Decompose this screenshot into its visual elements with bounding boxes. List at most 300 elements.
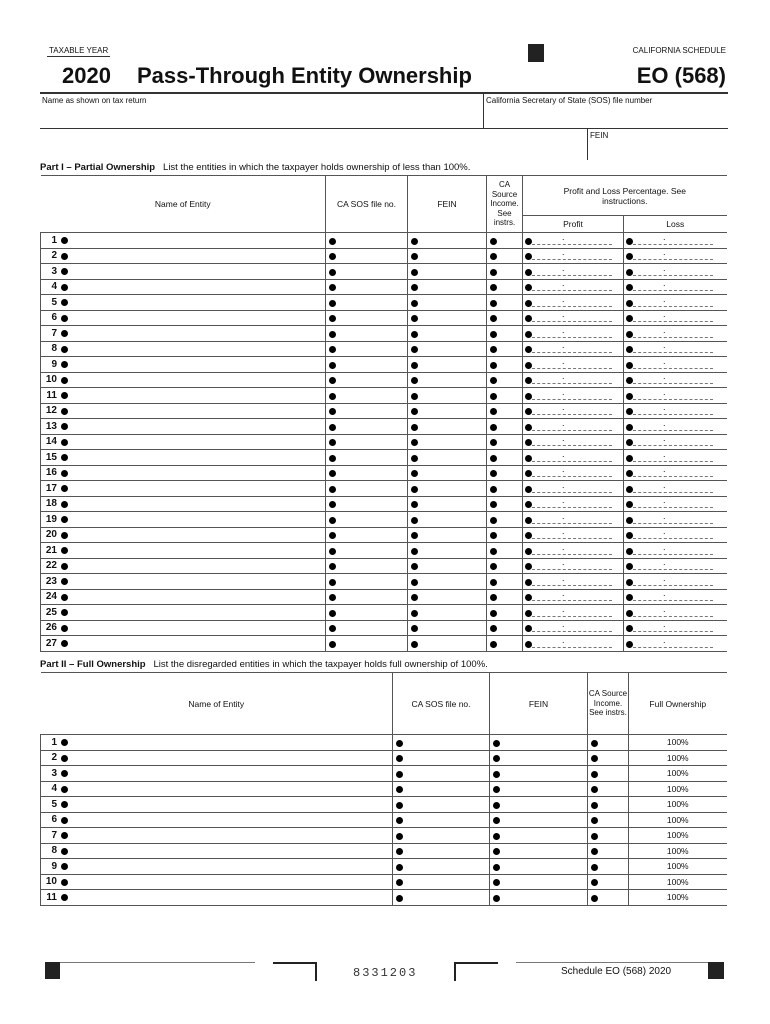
- bullet-icon: [493, 755, 500, 762]
- line-number: 6: [51, 312, 57, 324]
- sos-cell[interactable]: [326, 372, 408, 388]
- full-ownership-cell: 100%: [629, 797, 727, 813]
- profit-cell[interactable]: [523, 264, 624, 280]
- profit-cell[interactable]: [523, 341, 624, 357]
- fein-cell[interactable]: [490, 781, 588, 797]
- sos-cell[interactable]: [393, 766, 490, 782]
- bullet-icon: [525, 548, 532, 555]
- loss-cell[interactable]: [624, 481, 727, 497]
- profit-cell[interactable]: [523, 310, 624, 326]
- bullet-icon: [493, 833, 500, 840]
- loss-cell[interactable]: [624, 295, 727, 311]
- entity-name-cell[interactable]: [41, 419, 326, 435]
- sos-cell[interactable]: [326, 620, 408, 636]
- entity-name-cell[interactable]: [41, 558, 326, 574]
- bullet-icon: [525, 284, 532, 291]
- profit-cell[interactable]: [523, 450, 624, 466]
- sos-cell[interactable]: [326, 527, 408, 543]
- entity-name-cell[interactable]: [41, 766, 393, 782]
- ca-source-cell[interactable]: [487, 434, 523, 450]
- loss-cell[interactable]: [624, 341, 727, 357]
- entity-name-cell[interactable]: [41, 481, 326, 497]
- bullet-icon: [493, 740, 500, 747]
- sos-cell[interactable]: [393, 843, 490, 859]
- entity-name-cell[interactable]: [41, 512, 326, 528]
- ca-source-cell[interactable]: [487, 605, 523, 621]
- ca-source-cell[interactable]: [588, 859, 629, 875]
- profit-cell[interactable]: [523, 465, 624, 481]
- sos-cell[interactable]: [326, 388, 408, 404]
- loss-cell[interactable]: [624, 434, 727, 450]
- loss-cell[interactable]: [624, 310, 727, 326]
- entity-name-cell[interactable]: [41, 543, 326, 559]
- sos-cell[interactable]: [326, 326, 408, 342]
- sos-cell[interactable]: [393, 797, 490, 813]
- entity-name-cell[interactable]: [41, 750, 393, 766]
- bullet-icon: [525, 439, 532, 446]
- fein-cell[interactable]: [408, 450, 487, 466]
- bullet-icon: [329, 238, 336, 245]
- profit-cell[interactable]: [523, 636, 624, 652]
- name-field-line2[interactable]: [40, 129, 586, 160]
- ca-source-cell[interactable]: [487, 558, 523, 574]
- profit-cell[interactable]: [523, 419, 624, 435]
- sos-cell[interactable]: [326, 310, 408, 326]
- bullet-icon: [411, 269, 418, 276]
- bullet-icon: [61, 817, 68, 824]
- sos-number-field[interactable]: [484, 94, 728, 128]
- percent-input: [633, 300, 713, 307]
- sos-cell[interactable]: [393, 890, 490, 906]
- tax-year: 2020: [62, 63, 111, 88]
- percent-input: [633, 362, 713, 369]
- bullet-icon: [61, 501, 68, 508]
- fein-cell[interactable]: [408, 574, 487, 590]
- ca-source-cell[interactable]: [487, 512, 523, 528]
- loss-cell[interactable]: [624, 388, 727, 404]
- sos-cell[interactable]: [326, 248, 408, 264]
- loss-cell[interactable]: [624, 279, 727, 295]
- sos-cell[interactable]: [326, 233, 408, 249]
- entity-name-cell[interactable]: [41, 527, 326, 543]
- fein-cell[interactable]: [408, 388, 487, 404]
- entity-name-cell[interactable]: [41, 574, 326, 590]
- ca-source-cell[interactable]: [487, 233, 523, 249]
- sos-cell[interactable]: [326, 589, 408, 605]
- ca-source-cell[interactable]: [487, 465, 523, 481]
- fein-cell[interactable]: [408, 636, 487, 652]
- percent-input: [532, 579, 612, 586]
- fein-cell[interactable]: [408, 589, 487, 605]
- bullet-icon: [626, 238, 633, 245]
- percent-input: [532, 238, 612, 245]
- ca-source-cell[interactable]: [588, 750, 629, 766]
- registration-mark: [708, 962, 724, 979]
- ca-source-cell[interactable]: [588, 797, 629, 813]
- sos-cell[interactable]: [326, 357, 408, 373]
- entity-name-cell[interactable]: [41, 735, 393, 751]
- sos-cell[interactable]: [326, 450, 408, 466]
- entity-name-cell[interactable]: [41, 341, 326, 357]
- sos-cell[interactable]: [326, 558, 408, 574]
- sos-cell[interactable]: [326, 496, 408, 512]
- bullet-icon: [411, 300, 418, 307]
- fein-cell[interactable]: [490, 859, 588, 875]
- loss-cell[interactable]: [624, 248, 727, 264]
- table-row: [41, 890, 727, 906]
- percent-input: [532, 439, 612, 446]
- entity-name-cell[interactable]: [41, 372, 326, 388]
- col-ca-source: CA Source Income. See instrs.: [588, 673, 629, 735]
- percent-input: [633, 470, 713, 477]
- profit-cell[interactable]: [523, 527, 624, 543]
- fein-cell[interactable]: [408, 558, 487, 574]
- sos-cell[interactable]: [326, 279, 408, 295]
- sos-cell[interactable]: [326, 264, 408, 280]
- fein-cell[interactable]: [408, 605, 487, 621]
- entity-name-cell[interactable]: [41, 605, 326, 621]
- percent-input: [633, 610, 713, 617]
- bullet-icon: [61, 346, 68, 353]
- ca-source-cell[interactable]: [487, 496, 523, 512]
- fein-cell[interactable]: [408, 496, 487, 512]
- ca-source-cell[interactable]: [487, 403, 523, 419]
- fein-cell[interactable]: [490, 735, 588, 751]
- ca-source-cell[interactable]: [588, 874, 629, 890]
- fein-cell[interactable]: [490, 766, 588, 782]
- entity-name-cell[interactable]: [41, 843, 393, 859]
- ca-source-cell[interactable]: [588, 828, 629, 844]
- loss-cell[interactable]: [624, 605, 727, 621]
- fein-cell[interactable]: [408, 512, 487, 528]
- table-row: [41, 543, 727, 559]
- fein-cell[interactable]: [408, 248, 487, 264]
- entity-name-cell[interactable]: [41, 295, 326, 311]
- loss-cell[interactable]: [624, 372, 727, 388]
- entity-name-cell[interactable]: [41, 636, 326, 652]
- fein-cell[interactable]: [490, 890, 588, 906]
- sos-cell[interactable]: [393, 735, 490, 751]
- bullet-icon: [525, 424, 532, 431]
- percent-input: [532, 501, 612, 508]
- sos-cell[interactable]: [326, 636, 408, 652]
- ca-source-cell[interactable]: [588, 735, 629, 751]
- line-number: 9: [51, 358, 57, 370]
- entity-name-cell[interactable]: [41, 279, 326, 295]
- part2-heading: Part II – Full Ownership: [40, 659, 146, 670]
- fein-cell[interactable]: [408, 341, 487, 357]
- profit-cell[interactable]: [523, 558, 624, 574]
- footer-schedule: Schedule EO (568) 2020: [561, 966, 672, 977]
- fein-field[interactable]: [588, 129, 728, 160]
- bullet-icon: [61, 770, 68, 777]
- line-number: 4: [51, 281, 57, 293]
- ca-source-cell[interactable]: [588, 781, 629, 797]
- bullet-icon: [626, 331, 633, 338]
- fein-cell[interactable]: [490, 843, 588, 859]
- bullet-icon: [490, 300, 497, 307]
- ca-source-cell[interactable]: [487, 589, 523, 605]
- bullet-icon: [329, 563, 336, 570]
- table-row: [41, 496, 727, 512]
- ca-source-cell[interactable]: [588, 812, 629, 828]
- loss-cell[interactable]: [624, 450, 727, 466]
- ca-source-cell[interactable]: [487, 372, 523, 388]
- fein-cell[interactable]: [490, 828, 588, 844]
- ca-source-cell[interactable]: [487, 341, 523, 357]
- table-row: [41, 481, 727, 497]
- loss-cell[interactable]: [624, 233, 727, 249]
- loss-cell[interactable]: [624, 543, 727, 559]
- profit-cell[interactable]: [523, 481, 624, 497]
- sos-cell[interactable]: [393, 781, 490, 797]
- entity-name-cell[interactable]: [41, 357, 326, 373]
- profit-cell[interactable]: [523, 434, 624, 450]
- loss-cell[interactable]: [624, 326, 727, 342]
- fein-cell[interactable]: [408, 233, 487, 249]
- ca-source-cell[interactable]: [588, 843, 629, 859]
- line-number: 4: [51, 783, 57, 795]
- sos-cell[interactable]: [393, 750, 490, 766]
- percent-input: [532, 548, 612, 555]
- sos-cell[interactable]: [326, 419, 408, 435]
- fein-cell[interactable]: [408, 326, 487, 342]
- bullet-icon: [61, 299, 68, 306]
- table-row: [41, 605, 727, 621]
- fein-cell[interactable]: [408, 372, 487, 388]
- loss-cell[interactable]: [624, 357, 727, 373]
- bullet-icon: [591, 879, 598, 886]
- fein-cell[interactable]: [408, 310, 487, 326]
- ca-source-cell[interactable]: [487, 357, 523, 373]
- fein-cell[interactable]: [408, 543, 487, 559]
- ca-source-cell[interactable]: [487, 264, 523, 280]
- bullet-icon: [525, 377, 532, 384]
- bullet-icon: [626, 501, 633, 508]
- ca-source-cell[interactable]: [487, 248, 523, 264]
- fein-cell[interactable]: [408, 434, 487, 450]
- table-row: [41, 620, 727, 636]
- full-ownership-cell: 100%: [629, 843, 727, 859]
- loss-cell[interactable]: [624, 264, 727, 280]
- line-number: 5: [51, 296, 57, 308]
- fein-cell[interactable]: [408, 357, 487, 373]
- entity-name-cell[interactable]: [41, 890, 393, 906]
- sos-cell[interactable]: [326, 543, 408, 559]
- sos-cell[interactable]: [326, 605, 408, 621]
- table-row: [41, 326, 727, 342]
- loss-cell[interactable]: [624, 558, 727, 574]
- bullet-icon: [493, 817, 500, 824]
- profit-cell[interactable]: [523, 605, 624, 621]
- name-field[interactable]: [40, 94, 483, 128]
- line-number: 6: [51, 814, 57, 826]
- fein-cell[interactable]: [408, 295, 487, 311]
- table-row: [41, 859, 727, 875]
- profit-cell[interactable]: [523, 357, 624, 373]
- line-number: 11: [46, 389, 57, 401]
- bullet-icon: [525, 486, 532, 493]
- line-number: 1: [51, 234, 57, 246]
- percent-input: [633, 408, 713, 415]
- sos-cell[interactable]: [326, 403, 408, 419]
- col-sos: CA SOS file no.: [326, 176, 408, 233]
- fein-cell[interactable]: [490, 750, 588, 766]
- bullet-icon: [591, 802, 598, 809]
- profit-cell[interactable]: [523, 574, 624, 590]
- table-row: [41, 419, 727, 435]
- sos-cell[interactable]: [326, 434, 408, 450]
- table-row: [41, 512, 727, 528]
- entity-name-cell[interactable]: [41, 233, 326, 249]
- entity-name-cell[interactable]: [41, 781, 393, 797]
- bullet-icon: [329, 284, 336, 291]
- ca-source-cell[interactable]: [487, 543, 523, 559]
- entity-name-cell[interactable]: [41, 812, 393, 828]
- bullet-icon: [525, 315, 532, 322]
- table-row: [41, 388, 727, 404]
- bullet-icon: [493, 879, 500, 886]
- ca-source-cell[interactable]: [487, 388, 523, 404]
- fein-cell[interactable]: [490, 874, 588, 890]
- entity-name-cell[interactable]: [41, 450, 326, 466]
- loss-cell[interactable]: [624, 496, 727, 512]
- fein-cell[interactable]: [490, 797, 588, 813]
- profit-cell[interactable]: [523, 279, 624, 295]
- sos-cell[interactable]: [326, 295, 408, 311]
- bullet-icon: [396, 771, 403, 778]
- percent-input: [532, 315, 612, 322]
- profit-cell[interactable]: [523, 248, 624, 264]
- line-number: 12: [45, 405, 57, 417]
- loss-cell[interactable]: [624, 403, 727, 419]
- entity-name-cell[interactable]: [41, 434, 326, 450]
- fein-cell[interactable]: [408, 620, 487, 636]
- profit-cell[interactable]: [523, 403, 624, 419]
- entity-name-cell[interactable]: [41, 859, 393, 875]
- line-number: 3: [51, 767, 57, 779]
- ca-source-cell[interactable]: [487, 527, 523, 543]
- entity-name-cell[interactable]: [41, 326, 326, 342]
- fein-cell[interactable]: [408, 465, 487, 481]
- profit-cell[interactable]: [523, 496, 624, 512]
- sos-cell[interactable]: [393, 812, 490, 828]
- ca-source-cell[interactable]: [487, 481, 523, 497]
- loss-cell[interactable]: [624, 636, 727, 652]
- sos-cell[interactable]: [393, 828, 490, 844]
- ca-source-cell[interactable]: [487, 450, 523, 466]
- fein-cell[interactable]: [490, 812, 588, 828]
- fein-cell[interactable]: [408, 419, 487, 435]
- sos-cell[interactable]: [326, 481, 408, 497]
- sos-cell[interactable]: [393, 874, 490, 890]
- sos-cell[interactable]: [326, 574, 408, 590]
- ca-source-cell[interactable]: [487, 636, 523, 652]
- table-row: [41, 874, 727, 890]
- entity-name-cell[interactable]: [41, 589, 326, 605]
- bullet-icon: [411, 486, 418, 493]
- profit-cell[interactable]: [523, 372, 624, 388]
- profit-cell[interactable]: [523, 326, 624, 342]
- ca-source-cell[interactable]: [487, 419, 523, 435]
- sos-cell[interactable]: [326, 341, 408, 357]
- loss-cell[interactable]: [624, 465, 727, 481]
- entity-name-cell[interactable]: [41, 496, 326, 512]
- entity-name-cell[interactable]: [41, 465, 326, 481]
- percent-input: [633, 377, 713, 384]
- bullet-icon: [61, 863, 68, 870]
- entity-name-cell[interactable]: [41, 388, 326, 404]
- sos-cell[interactable]: [326, 465, 408, 481]
- bullet-icon: [490, 470, 497, 477]
- fein-cell[interactable]: [408, 527, 487, 543]
- line-number: 11: [46, 891, 57, 903]
- percent-input: [532, 594, 612, 601]
- ca-source-cell[interactable]: [487, 279, 523, 295]
- profit-cell[interactable]: [523, 620, 624, 636]
- percent-input: [633, 393, 713, 400]
- col-name: Name of Entity: [41, 673, 393, 735]
- entity-name-cell[interactable]: [41, 797, 393, 813]
- ca-source-cell[interactable]: [487, 326, 523, 342]
- loss-cell[interactable]: [624, 589, 727, 605]
- ca-source-cell[interactable]: [588, 766, 629, 782]
- bullet-icon: [525, 501, 532, 508]
- full-ownership-cell: 100%: [629, 735, 727, 751]
- entity-name-cell[interactable]: [41, 403, 326, 419]
- bullet-icon: [493, 771, 500, 778]
- profit-cell[interactable]: [523, 543, 624, 559]
- bullet-icon: [525, 408, 532, 415]
- profit-cell[interactable]: [523, 233, 624, 249]
- loss-cell[interactable]: [624, 512, 727, 528]
- loss-cell[interactable]: [624, 620, 727, 636]
- fein-cell[interactable]: [408, 403, 487, 419]
- entity-name-cell[interactable]: [41, 620, 326, 636]
- bullet-icon: [591, 771, 598, 778]
- sos-cell[interactable]: [326, 512, 408, 528]
- ca-source-cell[interactable]: [487, 310, 523, 326]
- entity-name-cell[interactable]: [41, 874, 393, 890]
- sos-cell[interactable]: [393, 859, 490, 875]
- loss-cell[interactable]: [624, 527, 727, 543]
- profit-cell[interactable]: [523, 295, 624, 311]
- full-ownership-cell: 100%: [629, 750, 727, 766]
- bullet-icon: [61, 563, 68, 570]
- profit-cell[interactable]: [523, 512, 624, 528]
- entity-name-cell[interactable]: [41, 248, 326, 264]
- ca-source-cell[interactable]: [487, 574, 523, 590]
- percent-input: [532, 362, 612, 369]
- ca-source-cell[interactable]: [487, 620, 523, 636]
- entity-name-cell[interactable]: [41, 828, 393, 844]
- line-number: 7: [51, 829, 57, 841]
- fein-cell[interactable]: [408, 264, 487, 280]
- bullet-icon: [525, 641, 532, 648]
- loss-cell[interactable]: [624, 574, 727, 590]
- entity-name-cell[interactable]: [41, 310, 326, 326]
- line-number: 15: [45, 451, 57, 463]
- profit-cell[interactable]: [523, 388, 624, 404]
- fein-cell[interactable]: [408, 481, 487, 497]
- entity-name-cell[interactable]: [41, 264, 326, 280]
- fein-cell[interactable]: [408, 279, 487, 295]
- bullet-icon: [525, 238, 532, 245]
- ca-source-cell[interactable]: [588, 890, 629, 906]
- profit-cell[interactable]: [523, 589, 624, 605]
- loss-cell[interactable]: [624, 419, 727, 435]
- ca-source-cell[interactable]: [487, 295, 523, 311]
